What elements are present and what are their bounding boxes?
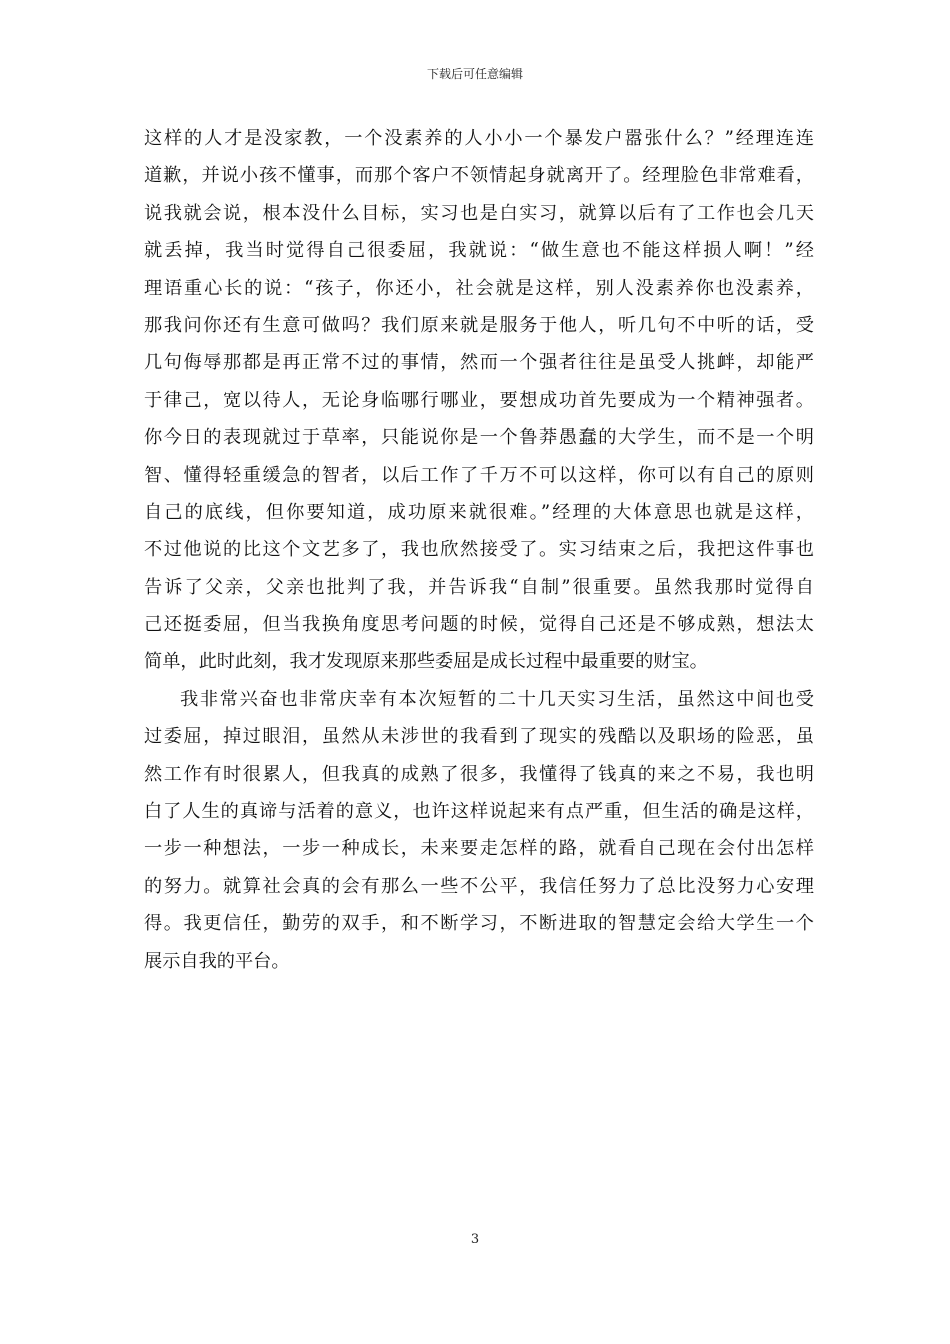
text-line: 那我问你还有生意可做吗？我们原来就是服务于他人，听几句不中听的话，受 [144, 314, 814, 336]
text-line: 的努力。就算社会真的会有那么一些不公平，我信任努力了总比没努力心安理 [144, 875, 814, 897]
paragraph-2 [144, 681, 814, 980]
page-number: 3 [470, 1232, 480, 1247]
text-line: 不过他说的比这个文艺多了，我也欣然接受了。实习结束之后，我把这件事也 [144, 539, 814, 561]
text-line: 过委屈，掉过眼泪，虽然从未涉世的我看到了现实的残酷以及职场的险恶，虽 [144, 726, 814, 748]
text-line: 说我就会说，根本没什么目标，实习也是白实习，就算以后有了工作也会几天 [144, 202, 814, 224]
text-line: 就丢掉，我当时觉得自己很委屈，我就说：“做生意也不能这样损人啊！”经 [144, 240, 814, 262]
text-line: 理语重心长的说：“孩子，你还小，社会就是这样，别人没素养你也没素养， [144, 277, 814, 299]
text-line: 于律己，宽以待人，无论身临哪行哪业，要想成功首先要成为一个精神强者。 [144, 389, 814, 411]
text-line: 这样的人才是没家教，一个没素养的人小小一个暴发户嚣张什么？”经理连连 [144, 128, 814, 149]
document-body [144, 120, 814, 980]
text-line: 一步一种想法，一步一种成长，未来要走怎样的路，就看自己现在会付出怎样 [144, 838, 814, 860]
text-line: 简单，此时此刻，我才发现原来那些委屈是成长过程中最重要的财宝。 [144, 651, 708, 673]
paragraph-1 [144, 120, 814, 681]
text-line: 然工作有时很累人，但我真的成熟了很多，我懂得了钱真的来之不易，我也明 [144, 763, 814, 785]
text-line: 几句侮辱那都是再正常不过的事情，然而一个强者往往是虽受人挑衅，却能严 [144, 352, 814, 374]
text-line: 你今日的表现就过于草率，只能说你是一个鲁莽愚蠢的大学生，而不是一个明 [144, 427, 814, 449]
text-line: 展示自我的平台。 [144, 950, 290, 972]
text-line: 智、懂得轻重缓急的智者，以后工作了千万不可以这样，你可以有自己的原则 [144, 464, 814, 486]
text-line: 白了人生的真谛与活着的意义，也许这样说起来有点严重，但生活的确是这样， [144, 801, 814, 823]
text-line: 道歉，并说小孩不懂事，而那个客户不领情起身就离开了。经理脸色非常难看， [144, 165, 814, 187]
text-line: 自己的底线，但你要知道，成功原来就很难。”经理的大体意思也就是这样， [144, 501, 814, 523]
page-header: 下载后可任意编辑 [426, 67, 523, 81]
text-line: 得。我更信任，勤劳的双手，和不断学习，不断进取的智慧定会给大学生一个 [144, 913, 814, 935]
text-line: 我非常兴奋也非常庆幸有本次短暂的二十几天实习生活，虽然这中间也受 [180, 688, 814, 710]
text-line: 告诉了父亲，父亲也批判了我，并告诉我“自制”很重要。虽然我那时觉得自 [144, 576, 814, 598]
text-line: 己还挺委屈，但当我换角度思考问题的时候，觉得自己还是不够成熟，想法太 [144, 614, 814, 636]
